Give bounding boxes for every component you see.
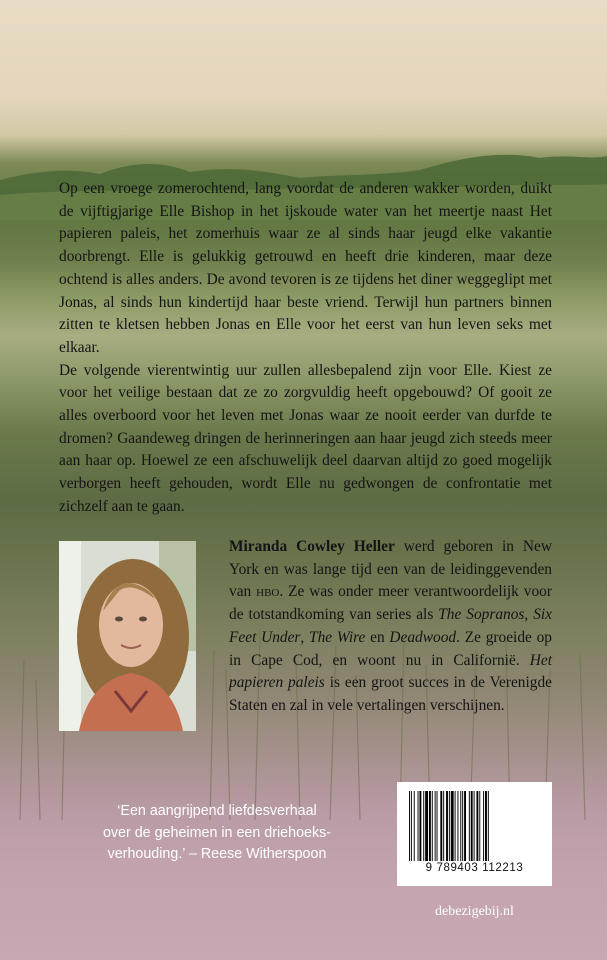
bio-text: is een groot succes in de Verenigde Staten en zal in vele vertalingen verschijnen. [229,674,553,714]
series-title: The Sopranos [438,606,525,624]
bio-text: . Ze groeide op in Cape Cod, en woont nu in Californië. [229,628,552,669]
quote-line: verhouding.’ – Reese Witherspoon [107,846,327,862]
blurb-text [59,178,552,519]
author-bio [229,536,552,718]
bio-text: , [524,606,534,624]
series-title: Six Feet Under [229,606,552,646]
bio-text: en [365,628,390,646]
network-name: hbo [256,583,280,601]
blurb-paragraph-1: Op een vroege zomerochtend, lang voordat de anderen wakker worden, duikt de vijftigjarige Elle Bishop in het ijskoude water van het meertje naast Het papieren paleis, het zomerhuis waar ze al sinds haar jeugd elke vakantie doorbrengt. Elle is gelukkig getrouwd en heeft drie kinderen, maar deze ochtend is alles anders. De avond tevoren is ze tijdens het diner weggeglipt met Jonas, al sinds hun kindertijd haar beste vriend. Terwijl hun partners binnen zitten te kletsen hebben Jonas en Elle voor het eerst van hun leven seks met elkaar. [59,180,552,356]
series-title: The Wire [309,628,366,646]
bio-text: . Ze was onder meer verantwoordelijk voor de totstandkoming van series als [229,583,552,624]
bio-text: werd geboren in New York en was lange tijd een van de leidinggevenden van [229,538,552,601]
isbn-number: 9 789403 112213 [425,862,524,874]
blurb-paragraph-2: De volgende vierentwintig uur zullen allesbepalend zijn voor Elle. Kiest ze voor het veilige bestaan dat ze zo zorgvuldig heeft opgebouwd? Of gooit ze alles overboord voor het leven met Jonas waar ze nooit eerder van durfde te dromen? Gaandeweg dringen de herinneringen aan haar jeugd zich steeds meer aan haar op. Hoewel ze een afschuwelijk deel daarvan altijd zo goed mogelijk verborgen heeft gehouden, wordt Elle nu gedwongen de confrontatie met zichzelf aan te gaan. [59,361,552,515]
publisher-website: debezigebij.nl [435,904,514,919]
series-title: Deadwood [389,628,457,646]
quote-line: over de geheimen in een driehoeks- [102,824,332,841]
barcode [397,782,552,886]
author-name: Miranda Cowley Heller [229,538,395,555]
review-quote [52,801,382,866]
book-title: Het papieren paleis [229,651,552,692]
barcode-bars [407,791,542,861]
quote-line: ‘Een aangrijpend liefdesverhaal [117,803,317,819]
bio-text: , [300,628,310,646]
author-photo [59,541,196,731]
